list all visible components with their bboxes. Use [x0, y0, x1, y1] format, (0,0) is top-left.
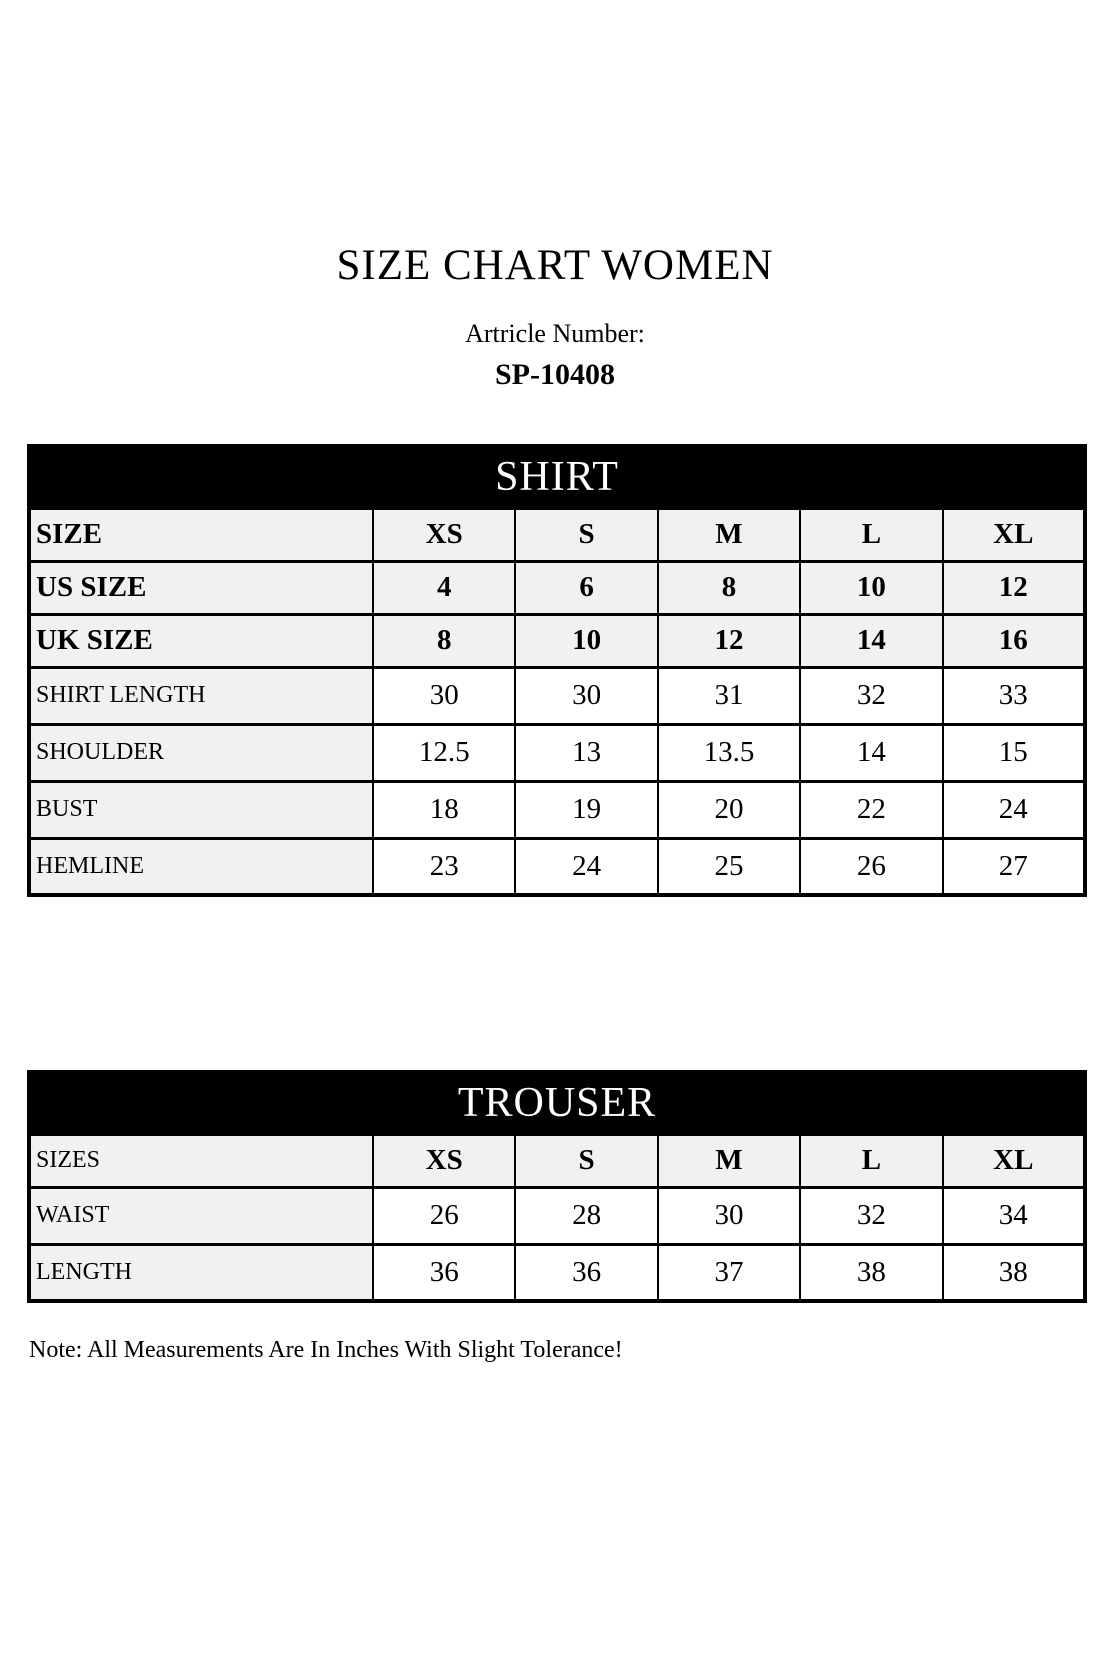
table-cell: 19 — [515, 781, 657, 838]
table-cell: 28 — [515, 1187, 657, 1244]
table-cell: 13.5 — [658, 724, 800, 781]
table-cell: 33 — [943, 667, 1085, 724]
row-label: SHOULDER — [29, 724, 373, 781]
table-cell: 4 — [373, 561, 515, 614]
row-label: BUST — [29, 781, 373, 838]
table-cell: M — [658, 1134, 800, 1187]
note-text: Note: All Measurements Are In Inches With Slight Tolerance! — [29, 1337, 623, 1364]
table-cell: 12 — [658, 614, 800, 667]
table-row-hemline — [29, 838, 1085, 895]
table-cell: 32 — [800, 1187, 942, 1244]
trouser-table-title: TROUSER — [29, 1072, 1085, 1134]
table-cell: 8 — [658, 561, 800, 614]
table-cell: 30 — [515, 667, 657, 724]
table-cell: 31 — [658, 667, 800, 724]
table-cell: 13 — [515, 724, 657, 781]
table-cell: 10 — [800, 561, 942, 614]
table-cell: 36 — [373, 1244, 515, 1301]
table-row-waist — [29, 1187, 1085, 1244]
table-cell: 36 — [515, 1244, 657, 1301]
table-row-shirt-length — [29, 667, 1085, 724]
table-cell: 15 — [943, 724, 1085, 781]
table-row-size — [29, 508, 1085, 561]
table-cell: 23 — [373, 838, 515, 895]
table-cell: 24 — [943, 781, 1085, 838]
table-cell: 25 — [658, 838, 800, 895]
row-label: WAIST — [29, 1187, 373, 1244]
row-label: HEMLINE — [29, 838, 373, 895]
row-label: UK SIZE — [29, 614, 373, 667]
table-cell: 12 — [943, 561, 1085, 614]
table-cell: 22 — [800, 781, 942, 838]
table-cell: XS — [373, 1134, 515, 1187]
table-cell: 20 — [658, 781, 800, 838]
row-label: US SIZE — [29, 561, 373, 614]
table-cell: 30 — [658, 1187, 800, 1244]
row-label: SHIRT LENGTH — [29, 667, 373, 724]
table-row-us-size — [29, 561, 1085, 614]
table-cell: 8 — [373, 614, 515, 667]
page-title: SIZE CHART WOMEN — [336, 242, 774, 289]
table-cell: 18 — [373, 781, 515, 838]
table-cell: 32 — [800, 667, 942, 724]
table-cell: 30 — [373, 667, 515, 724]
table-cell: S — [515, 508, 657, 561]
table-row-shoulder — [29, 724, 1085, 781]
row-label: LENGTH — [29, 1244, 373, 1301]
table-cell: S — [515, 1134, 657, 1187]
table-row-sizes — [29, 1134, 1085, 1187]
table-cell: XS — [373, 508, 515, 561]
table-cell: M — [658, 508, 800, 561]
row-label: SIZES — [29, 1134, 373, 1187]
trouser-table-header-row — [29, 1072, 1085, 1134]
table-cell: 27 — [943, 838, 1085, 895]
table-cell: L — [800, 1134, 942, 1187]
table-cell: 24 — [515, 838, 657, 895]
shirt-table-header-row — [29, 446, 1085, 508]
table-cell: 37 — [658, 1244, 800, 1301]
table-cell: 26 — [373, 1187, 515, 1244]
table-cell: XL — [943, 1134, 1085, 1187]
table-cell: 14 — [800, 724, 942, 781]
shirt-size-table — [27, 444, 1087, 897]
table-cell: 6 — [515, 561, 657, 614]
table-cell: 34 — [943, 1187, 1085, 1244]
table-cell: L — [800, 508, 942, 561]
table-cell: 38 — [943, 1244, 1085, 1301]
table-cell: 14 — [800, 614, 942, 667]
table-cell: 12.5 — [373, 724, 515, 781]
table-cell: 10 — [515, 614, 657, 667]
table-row-bust — [29, 781, 1085, 838]
table-row-uk-size — [29, 614, 1085, 667]
article-number-label: Artricle Number: — [465, 319, 645, 349]
table-cell: XL — [943, 508, 1085, 561]
article-number-value: SP-10408 — [495, 358, 615, 392]
table-cell: 38 — [800, 1244, 942, 1301]
table-cell: 16 — [943, 614, 1085, 667]
table-cell: 26 — [800, 838, 942, 895]
row-label: SIZE — [29, 508, 373, 561]
trouser-size-table — [27, 1070, 1087, 1303]
shirt-table-title: SHIRT — [29, 446, 1085, 508]
table-row-length — [29, 1244, 1085, 1301]
